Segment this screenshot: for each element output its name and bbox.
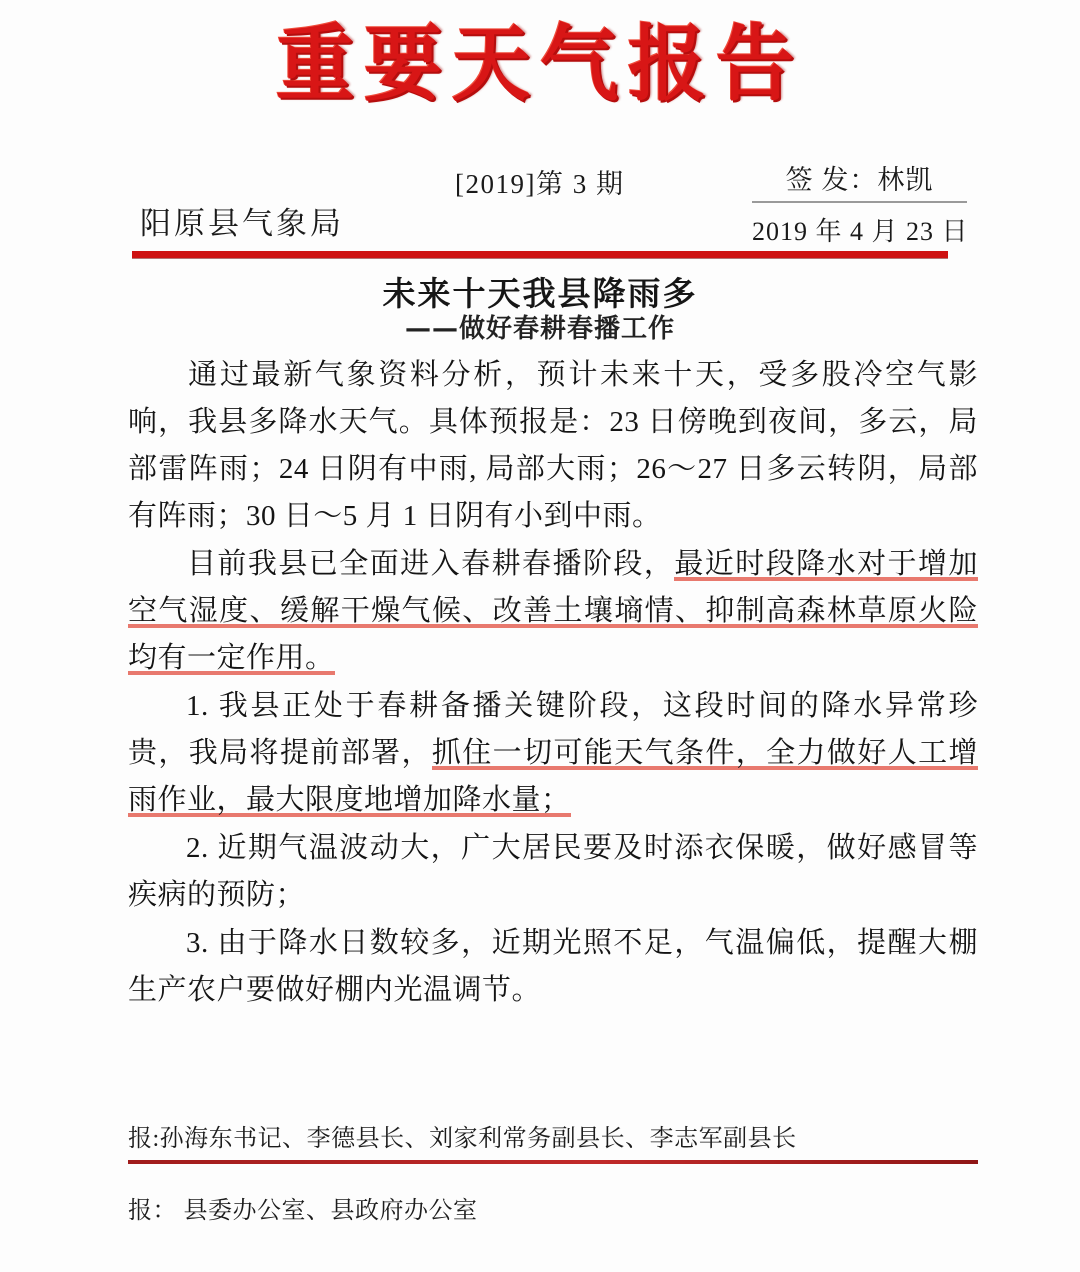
list-item-3-text: 3. 由于降水日数较多，近期光照不足，气温偏低，提醒大棚生产农户要做好棚内光温调节。: [128, 927, 978, 1006]
paragraph-benefit: [128, 541, 978, 682]
issue-header-row: [0, 158, 1080, 250]
document-body: [128, 352, 978, 1015]
page-subtitle: ——做好春耕春播工作: [404, 314, 675, 344]
paragraph-benefit-plain: 目前我县已全面进入春耕春播阶段，: [186, 548, 675, 580]
footer-red-rule: [128, 1160, 978, 1164]
paragraph-forecast: [128, 352, 978, 540]
masthead: [0, 16, 1080, 113]
issue-number: [2019]第 3 期: [455, 169, 625, 199]
signer-block: [752, 158, 967, 248]
issue-date: 2019 年 4 月 23 日: [752, 217, 969, 246]
footer-distribution-offices: 报： 县委办公室、县政府办公室: [128, 1198, 478, 1224]
footer-distribution-leaders: 报:孙海东书记、李德县长、刘家利常务副县长、李志军副县长: [128, 1126, 797, 1152]
signer-name: 签 发：林凯: [785, 165, 934, 195]
list-item-2-text: 2. 近期气温波动大，广大居民要及时添衣保暖，做好感冒等疾病的预防；: [128, 832, 978, 911]
masthead-title: 重要天气报告: [275, 16, 804, 113]
document-footer: [128, 1118, 978, 1225]
list-item-1-plain: 1. 我县正处于春耕备播关键阶段，这段时间的降水异常珍贵，我局将提前部署，: [128, 690, 978, 769]
bureau-name: 阳原县气象局: [140, 206, 344, 241]
list-item-1-highlight: 抓住一切可能天气条件，全力做好人工增雨作业，最大限度地增加降水量；: [128, 737, 978, 819]
header-red-bar: [132, 251, 948, 258]
list-item-1: [128, 683, 978, 824]
page-title: 未来十天我县降雨多: [382, 274, 698, 313]
list-item-2: [128, 825, 978, 919]
paragraph-benefit-highlight: 最近时段降水对于增加空气湿度、缓解干燥气候、改善土壤墒情、抑制高森林草原火险均有一定作用。: [128, 548, 978, 677]
paragraph-forecast-text: 通过最新气象资料分析，预计未来十天，受多股冷空气影响，我县多降水天气。具体预报是：23 日傍晚到夜间，多云，局部雷阵雨；24 日阴有中雨, 局部大雨；26～27 日多云转阴，局部有阵雨；30 日～5 月 1 日阴有小到中雨。: [128, 359, 978, 532]
list-item-3: [128, 920, 978, 1014]
